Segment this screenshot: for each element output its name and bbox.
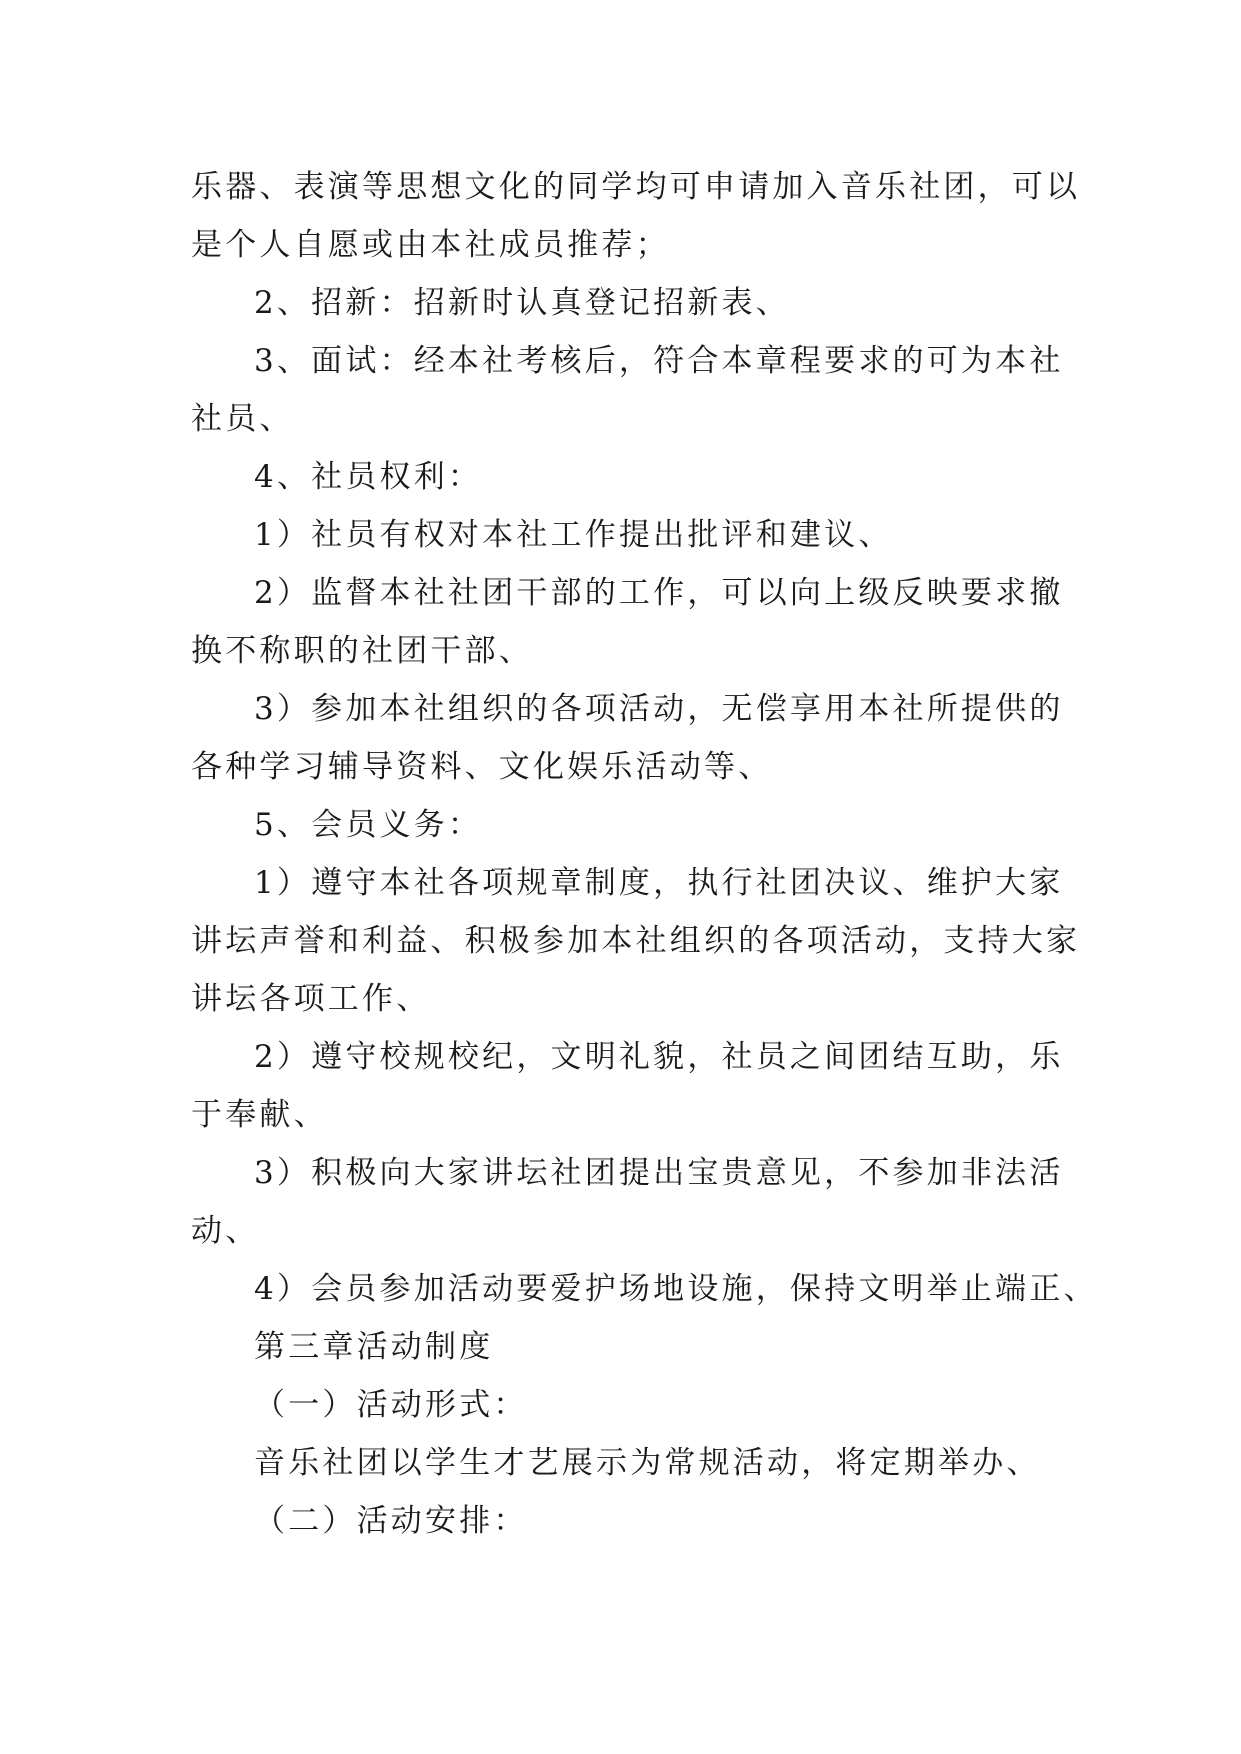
paragraph-line: 音乐社团以学生才艺展示为常规活动，将定期举办、 — [254, 1445, 1041, 1481]
paragraph-line: 4、社员权利： — [254, 459, 483, 495]
paragraph-line: 各种学习辅导资料、文化娱乐活动等、 — [191, 749, 773, 785]
section-heading: （二）活动安排： — [254, 1503, 528, 1539]
document-body — [191, 158, 1098, 1550]
paragraph-line: 乐器、表演等思想文化的同学均可申请加入音乐社团，可以 — [191, 169, 1081, 205]
paragraph-line: 1）社员有权对本社工作提出批评和建议、 — [254, 517, 893, 553]
paragraph-line: 3）参加本社组织的各项活动，无偿享用本社所提供的 — [254, 691, 1064, 727]
section-heading: （一）活动形式： — [254, 1387, 528, 1423]
paragraph-line: 2）遵守校规校纪，文明礼貌，社员之间团结互助，乐 — [254, 1039, 1064, 1075]
paragraph-line: 讲坛各项工作、 — [191, 981, 431, 1017]
paragraph-line: 2）监督本社社团干部的工作，可以向上级反映要求撤 — [254, 575, 1064, 611]
paragraph-line: 2、招新：招新时认真登记招新表、 — [254, 285, 790, 321]
chapter-heading: 第三章活动制度 — [254, 1329, 494, 1365]
paragraph-line: 于奉献、 — [191, 1097, 328, 1133]
paragraph-line: 1）遵守本社各项规章制度，执行社团决议、维护大家 — [254, 865, 1064, 901]
paragraph-line: 换不称职的社团干部、 — [191, 633, 533, 669]
paragraph-line: 是个人自愿或由本社成员推荐； — [191, 227, 670, 263]
paragraph-line: 5、会员义务： — [254, 807, 483, 843]
paragraph-line: 社员、 — [191, 401, 294, 437]
paragraph-line: 3）积极向大家讲坛社团提出宝贵意见，不参加非法活 — [254, 1155, 1064, 1191]
paragraph-line: 动、 — [191, 1213, 260, 1249]
paragraph-line: 3、面试：经本社考核后，符合本章程要求的可为本社 — [254, 343, 1064, 379]
paragraph-line: 讲坛声誉和利益、积极参加本社组织的各项活动，支持大家 — [191, 923, 1081, 959]
paragraph-line: 4）会员参加活动要爱护场地设施，保持文明举止端正、 — [254, 1271, 1098, 1307]
